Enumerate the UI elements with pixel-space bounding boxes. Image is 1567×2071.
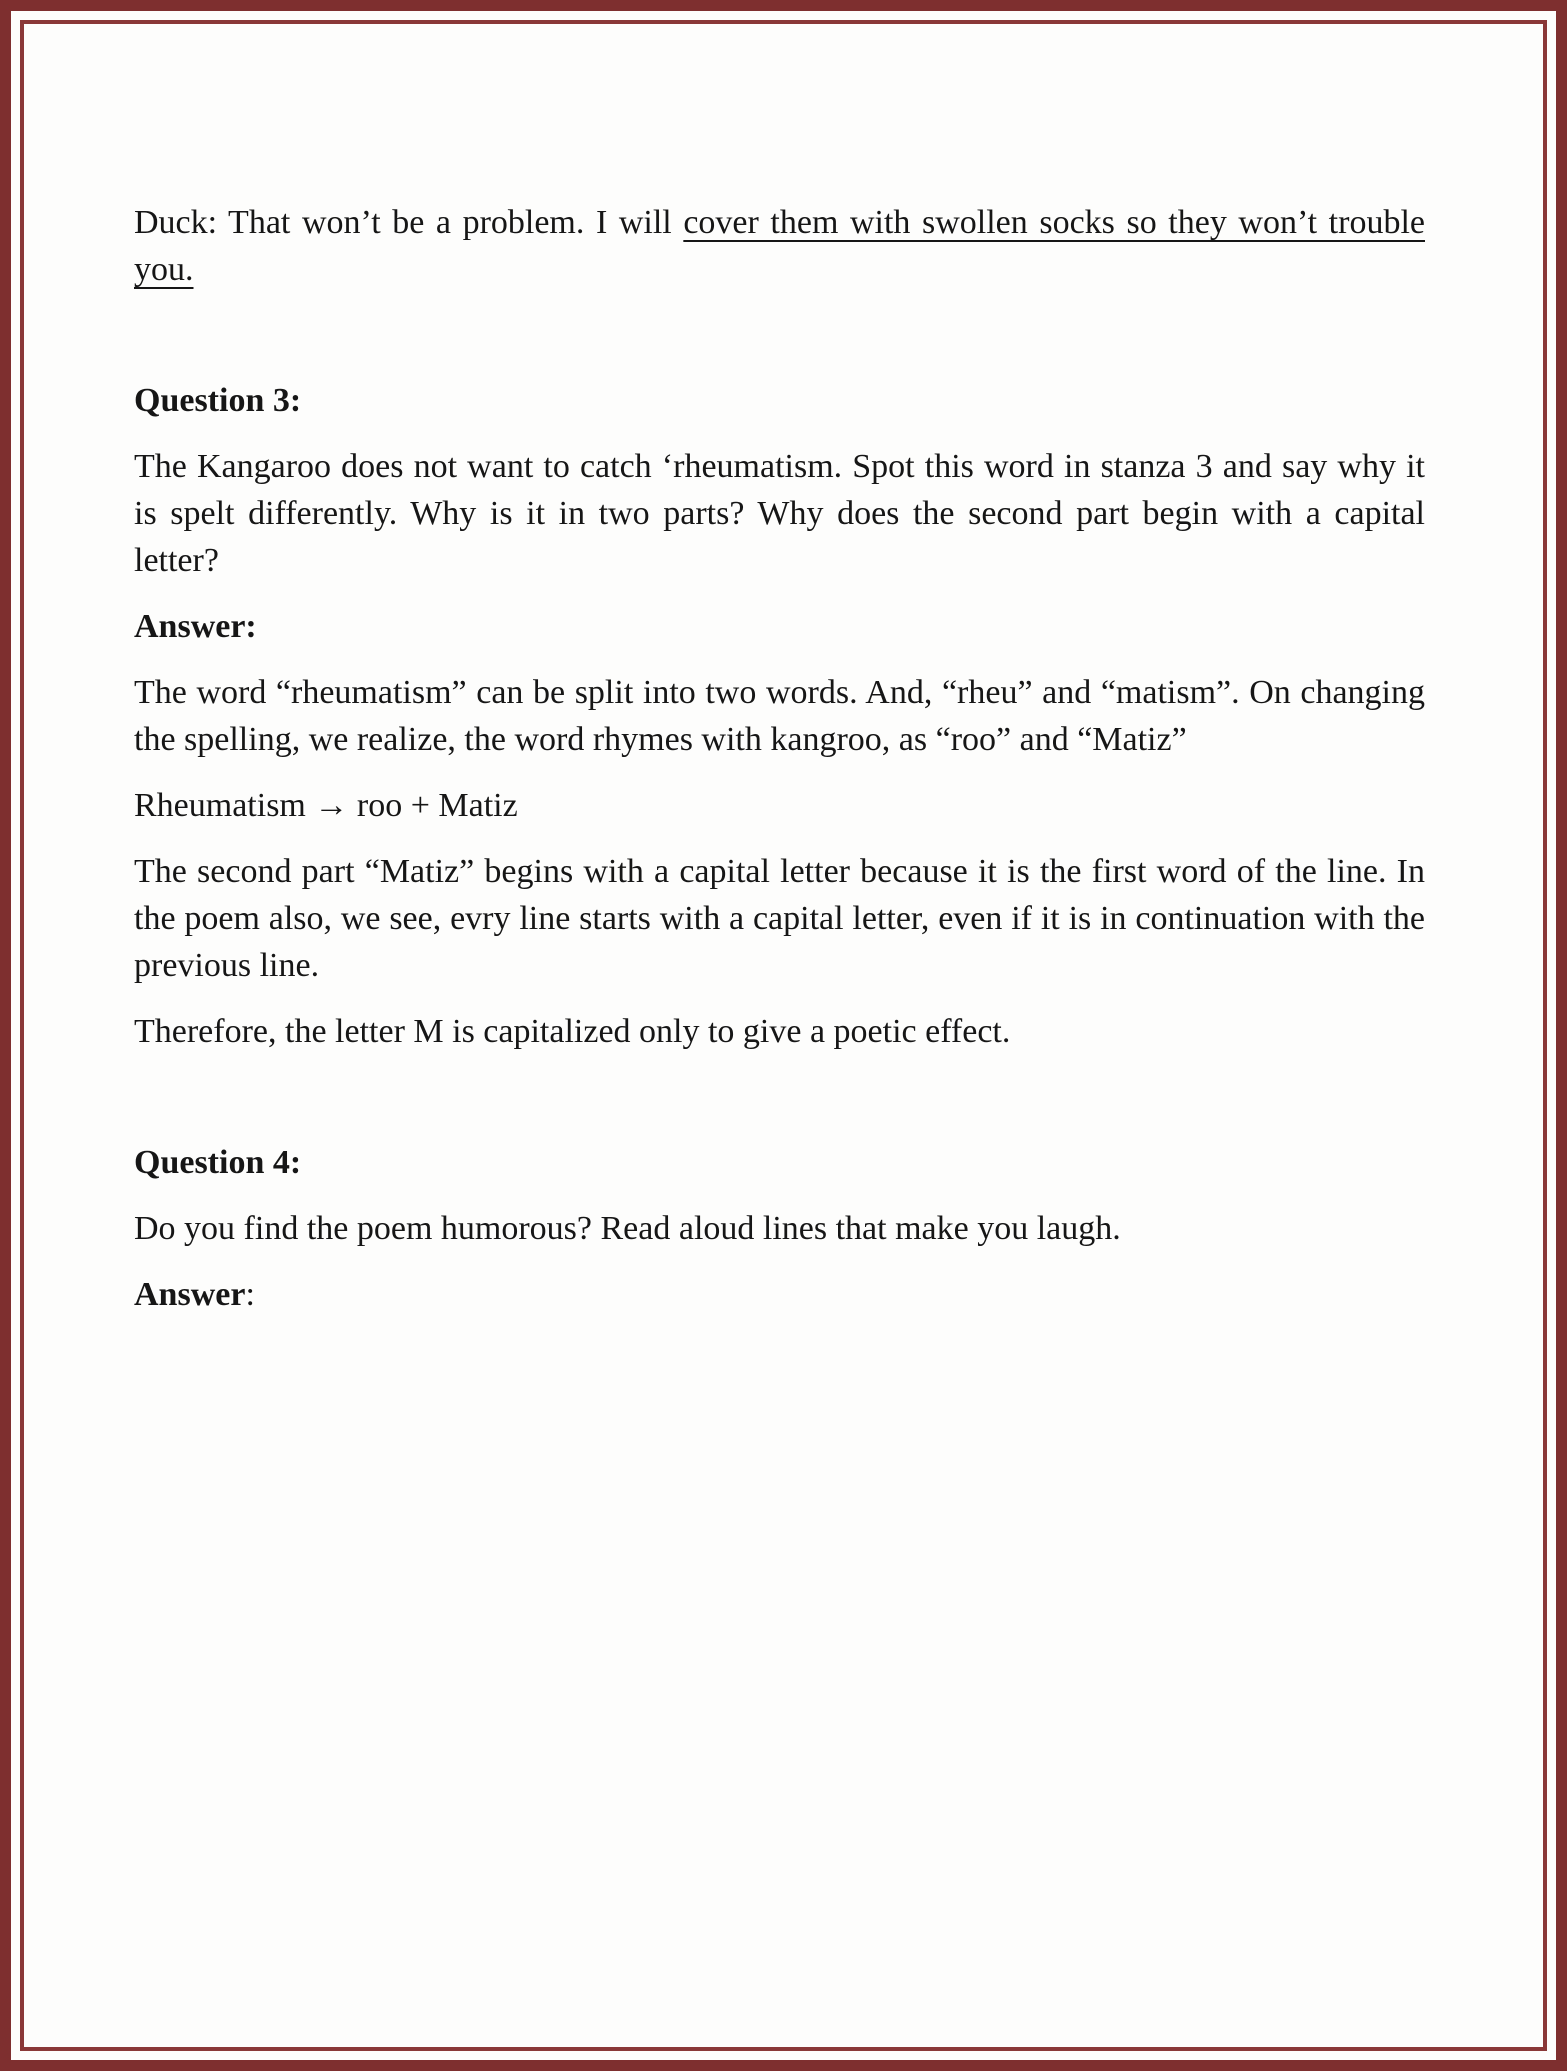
question-3-heading: Question 3: <box>134 382 302 419</box>
answer-3-paragraph-1: The word “rheumatism” can be split into two words. And, “rheu” and “matism”. On changing the spelling, we realize, the word rhymes with kangroo, as “roo” and “Matiz” <box>134 674 1425 758</box>
duck-dialogue-underlined-text: cover them with swollen socks so they won’t trouble you. <box>134 204 1425 288</box>
question-4-text: Do you find the poem humorous? Read aloud lines that make you laugh. <box>134 1210 1121 1247</box>
page-border-inner <box>20 20 1547 2051</box>
duck-dialogue <box>134 199 1425 293</box>
question-3-text: The Kangaroo does not want to catch ‘rheumatism. Spot this word in stanza 3 and say why it is spelt differently. Why is it in two parts? Why does the second part begin with a capital letter? <box>134 448 1425 579</box>
duck-dialogue-text: Duck: That won’t be a problem. I will <box>134 204 684 241</box>
question-4-heading: Question 4: <box>134 1144 302 1181</box>
answer-4-label-colon: : <box>245 1276 255 1313</box>
answer-3-formula: Rheumatism → roo + Matiz <box>134 787 518 824</box>
answer-4-label <box>134 1271 1425 1318</box>
answer-3-paragraph-2: The second part “Matiz” begins with a capital letter because it is the first word of the line. In the poem also, we see, evry line starts with a capital letter, even if it is in continuation with the previous line. <box>134 853 1425 984</box>
answer-4-label-word: Answer <box>134 1276 246 1313</box>
answer-3-paragraph-3: Therefore, the letter M is capitalized only to give a poetic effect. <box>134 1013 1011 1050</box>
document-content <box>24 24 1543 1397</box>
answer-3-label: Answer: <box>134 608 257 645</box>
